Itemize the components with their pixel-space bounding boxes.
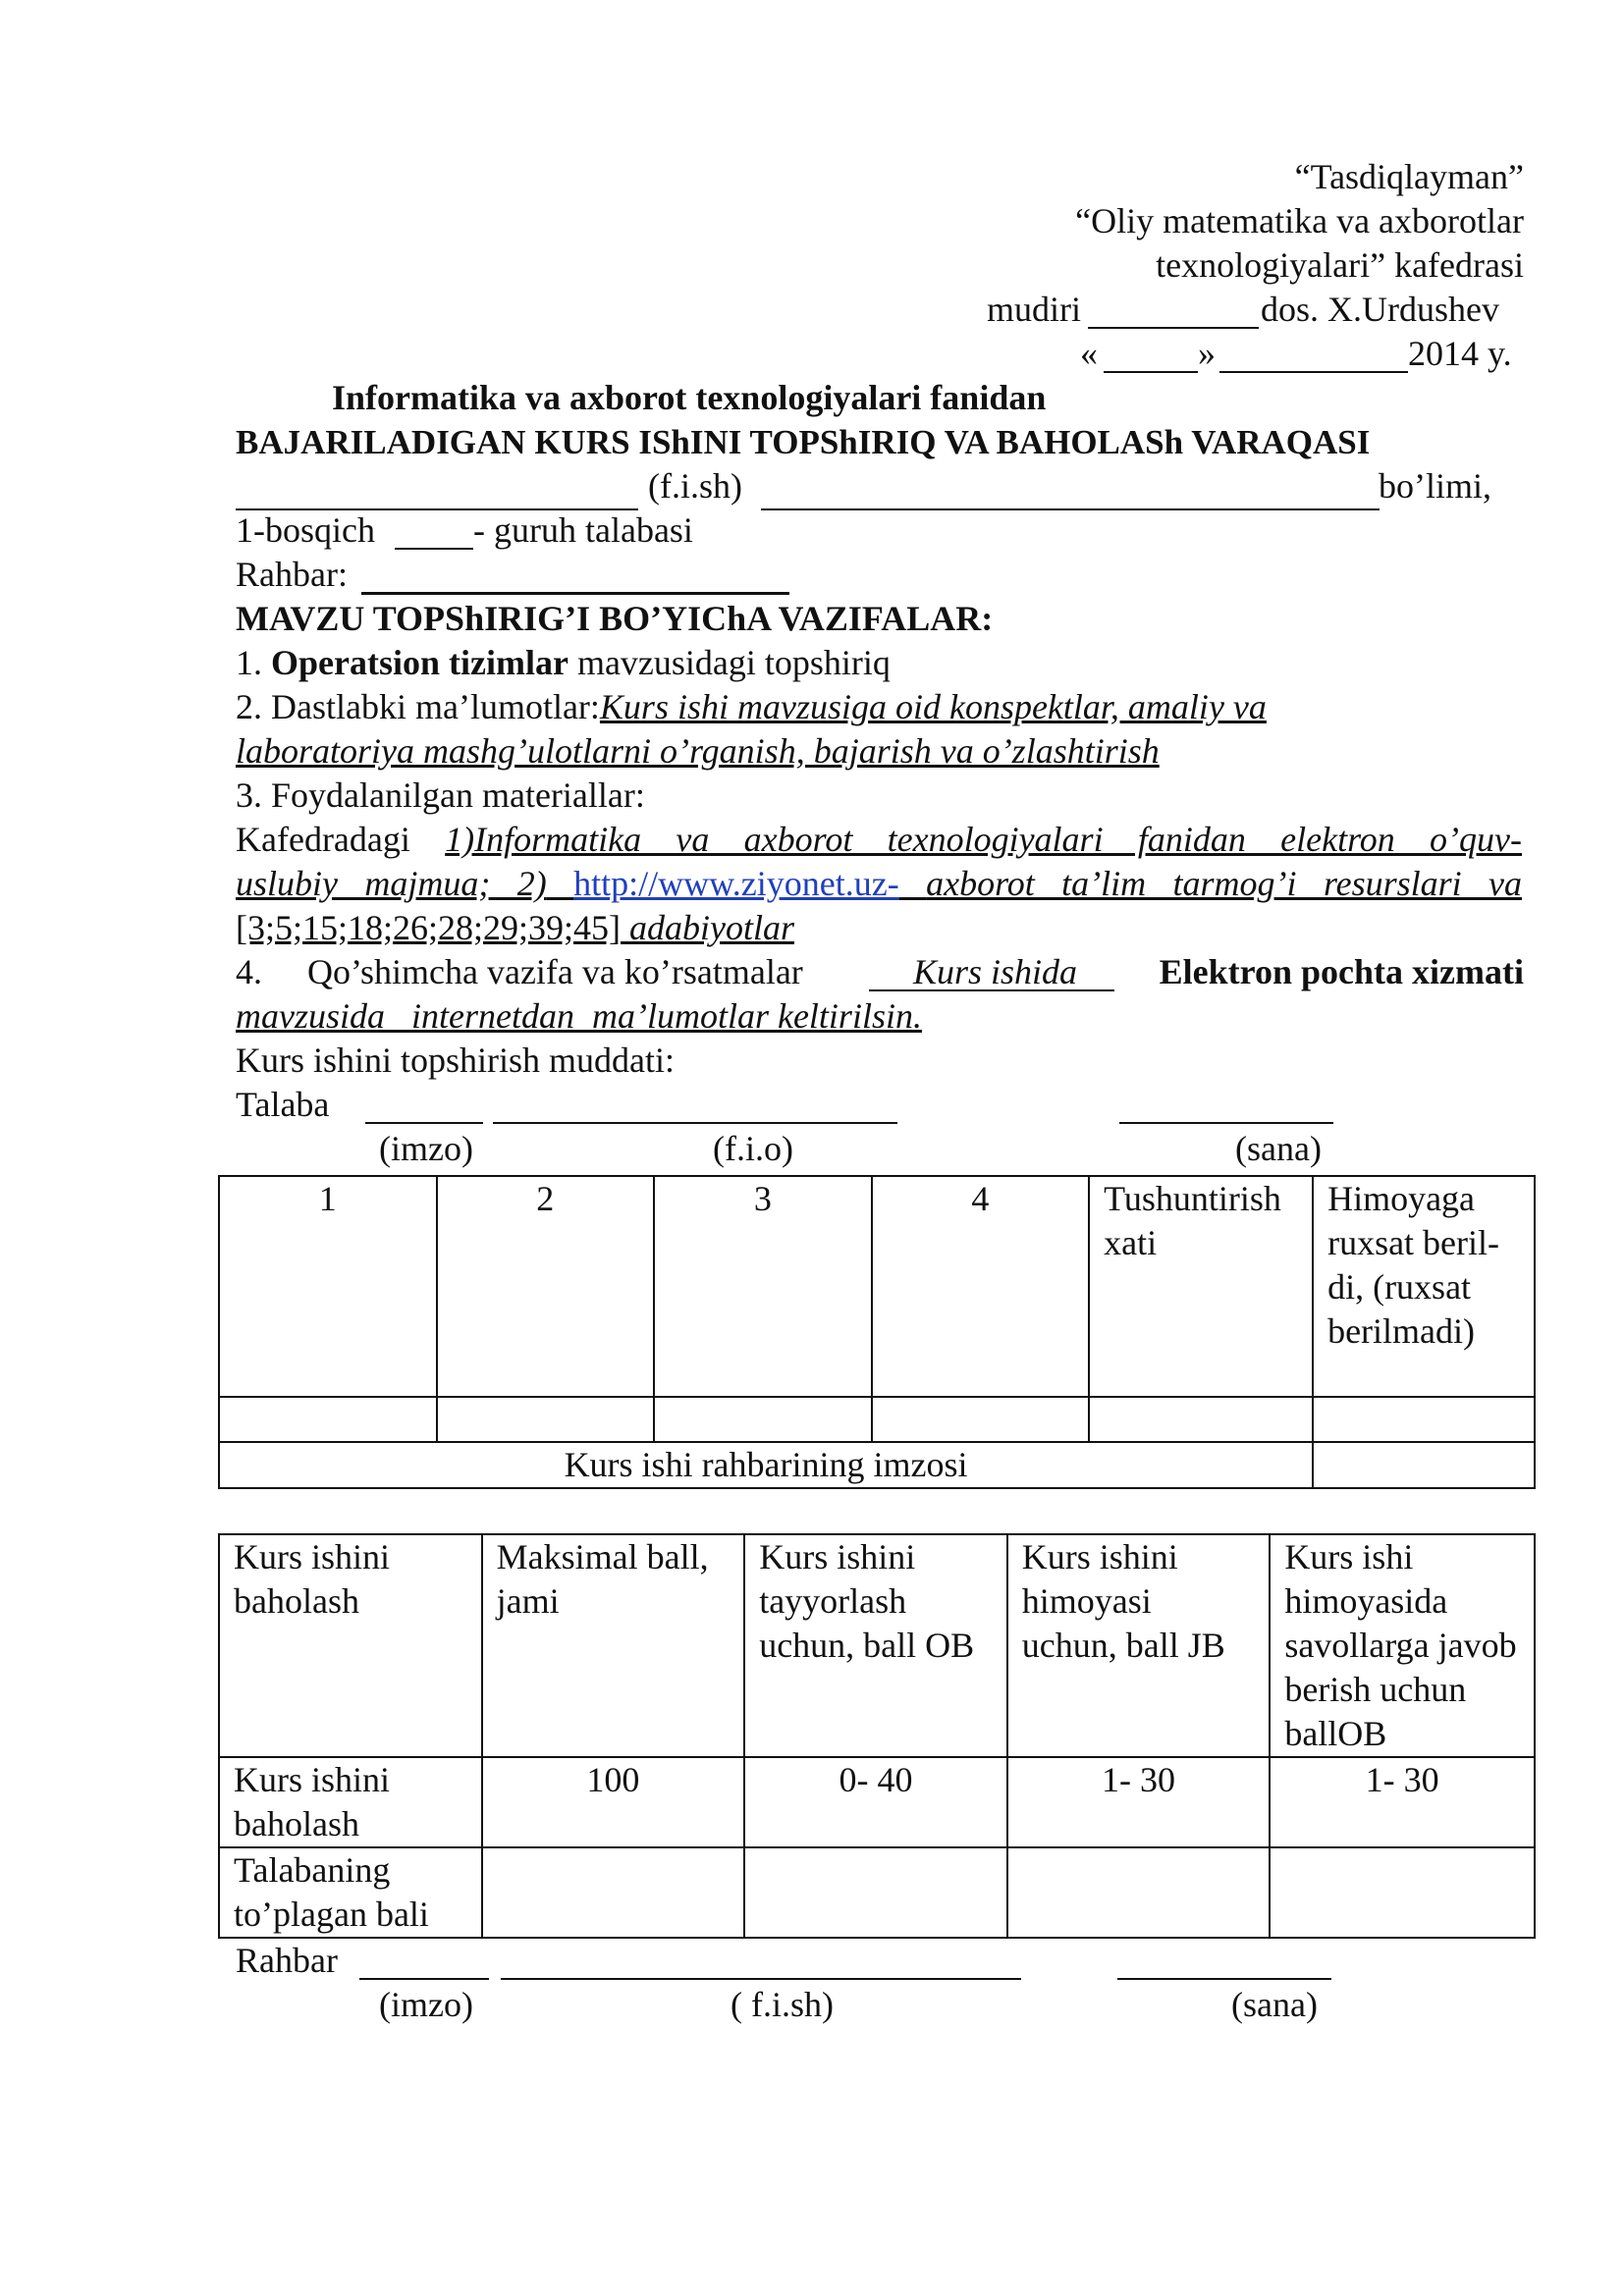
- department-line: [761, 508, 1380, 510]
- task-3-line-a: [236, 818, 1522, 862]
- task-4-label: Qo’shimcha vazifa va ko’rsatmalar: [307, 952, 803, 991]
- task-2-text-a: Kurs ishi mavzusiga oid konspektlar, amaliy va: [599, 687, 1267, 726]
- task-3-label: 3. Foydalanilgan materiallar:: [236, 775, 645, 815]
- approval-date-open: «: [1080, 334, 1098, 373]
- task-1-topic: Operatsion tizimlar: [271, 643, 568, 682]
- grading-score-cell[interactable]: [744, 1847, 1007, 1938]
- approval-head-name: dos. X.Urdushev: [1261, 290, 1499, 329]
- approval-date-close: »: [1198, 334, 1216, 373]
- student-signature-line: [365, 1122, 483, 1124]
- grading-header-row: [219, 1534, 1535, 1757]
- approval-line-1: “Tasdiqlayman”: [1294, 157, 1524, 196]
- task-4-italic: Kurs ishida: [913, 952, 1078, 991]
- task-3-prefix: Kafedradagi: [236, 820, 410, 859]
- task-3-line-b: [236, 862, 1522, 906]
- document-title: BAJARILADIGAN KURS IShINI TOPShIRIQ VA BAHOLASh VARAQASI: [236, 423, 1371, 461]
- grading-header-max: Maksimal ball, jami: [482, 1534, 745, 1757]
- supervisor-line: [361, 592, 789, 595]
- progress-signature-row: [219, 1442, 1535, 1488]
- tasks-header: MAVZU TOPShIRIG’I BO’YIChA VAZIFALAR:: [236, 599, 994, 638]
- student-fio-caption: (f.i.o): [713, 1129, 793, 1168]
- approval-head-label: mudiri: [987, 290, 1081, 329]
- approval-day-line: [1104, 371, 1198, 373]
- group-line: [395, 548, 473, 550]
- task-1-number: 1.: [236, 643, 262, 682]
- supervisor-date-caption: (sana): [1231, 1985, 1318, 2024]
- deadline-label: Kurs ishini topshirish muddati:: [236, 1041, 676, 1080]
- grading-header-preparation: Kurs ishini tayyorlash uchun, ball OB: [744, 1534, 1007, 1757]
- progress-col-explanatory-note: Tushuntirish xati: [1089, 1176, 1313, 1397]
- progress-col-2: 2: [437, 1176, 655, 1397]
- subject-heading: Informatika va axborot texnologiyalari fanidan: [332, 378, 1047, 417]
- grading-range-preparation: 0- 40: [744, 1757, 1007, 1847]
- approval-line-3: texnologiyalari” kafedrasi: [1156, 245, 1524, 285]
- task-3-line-c: [236, 906, 794, 950]
- student-date-caption: (sana): [1235, 1129, 1322, 1168]
- task-3-refs: [3;5;15;18;26;28;29;39;45]: [236, 908, 621, 947]
- task-1: [236, 641, 891, 685]
- supervisor-label: Rahbar:: [236, 555, 348, 594]
- progress-table: [218, 1175, 1536, 1489]
- grading-score-cell[interactable]: [482, 1847, 745, 1938]
- approval-signature-line: [1088, 327, 1259, 329]
- progress-entry-row: [219, 1397, 1535, 1442]
- task-1-text: mavzusidagi topshiriq: [576, 643, 891, 682]
- supervisor-signature-cell[interactable]: [1313, 1442, 1535, 1488]
- progress-cell[interactable]: [1089, 1397, 1313, 1442]
- task-3-text-b-post: axborot ta’lim tarmog’i resurslari va: [926, 864, 1522, 903]
- grading-max-total: 100: [482, 1757, 745, 1847]
- grading-score-label: Talabaning to’plagan bali: [219, 1847, 482, 1938]
- supervisor-fish-caption: ( f.i.sh): [731, 1985, 834, 2024]
- progress-cell[interactable]: [437, 1397, 655, 1442]
- supervisor-imzo-caption: (imzo): [379, 1985, 473, 2024]
- task-3-text-b-pre: uslubiy majmua; 2): [236, 864, 547, 903]
- task-3-refs-label: adabiyotlar: [629, 908, 794, 947]
- grading-range-answers: 1- 30: [1270, 1757, 1535, 1847]
- grading-max-row: [219, 1757, 1535, 1847]
- department-label: bo’limi,: [1379, 466, 1491, 506]
- task-4-number: 4.: [236, 952, 262, 991]
- grading-score-cell[interactable]: [1007, 1847, 1271, 1938]
- supervisor-fish-line: [501, 1978, 1021, 1980]
- task-4-topic: Elektron pochta xizmati: [1159, 952, 1524, 991]
- progress-col-4: 4: [872, 1176, 1090, 1397]
- grading-header-assessment: Kurs ishini baholash: [219, 1534, 482, 1757]
- supervisor-date-line: [1117, 1978, 1331, 1980]
- student-date-line: [1119, 1122, 1333, 1124]
- student-fio-line: [493, 1122, 897, 1124]
- supervisor-signature-caption: Kurs ishi rahbarining imzosi: [219, 1442, 1313, 1488]
- grading-header-answers: Kurs ishi himoyasida savollarga javob berish uchun ballOB: [1270, 1534, 1535, 1757]
- student-imzo-caption: (imzo): [379, 1129, 473, 1168]
- task-4-text-b: mavzusida internetdan ma’lumotlar keltirilsin.: [236, 996, 922, 1036]
- supervisor-sign-label: Rahbar: [236, 1941, 338, 1980]
- approval-month-line: [1219, 371, 1408, 373]
- progress-col-3: 3: [654, 1176, 872, 1397]
- task-2-text-b: laboratoriya mashg’ulotlarni o’rganish, bajarish va o’zlashtirish: [236, 731, 1160, 771]
- progress-cell[interactable]: [1313, 1397, 1535, 1442]
- progress-col-1: 1: [219, 1176, 437, 1397]
- grading-range-defense: 1- 30: [1007, 1757, 1271, 1847]
- grading-row-label: Kurs ishini baholash: [219, 1757, 482, 1847]
- task-2: [236, 685, 1267, 729]
- course-label: 1-bosqich: [236, 510, 375, 550]
- grading-table: [218, 1533, 1536, 1939]
- progress-col-defense-permission: Himoyaga ruxsat berildi, (ruxsat berilmadi): [1313, 1176, 1535, 1397]
- progress-cell[interactable]: [219, 1397, 437, 1442]
- approval-year: 2014 y.: [1408, 334, 1512, 373]
- progress-cell[interactable]: [654, 1397, 872, 1442]
- ziyonet-link[interactable]: http://www.ziyonet.uz-: [573, 864, 899, 903]
- fish-caption: (f.i.sh): [648, 466, 742, 506]
- group-label: - guruh talabasi: [473, 510, 693, 550]
- task-3-text-a: 1)Informatika va axborot texnologiyalari fanidan elektron o’quv-: [445, 820, 1522, 859]
- grading-score-row: [219, 1847, 1535, 1938]
- grading-score-cell[interactable]: [1270, 1847, 1535, 1938]
- progress-header-row: [219, 1176, 1535, 1397]
- student-sign-label: Talaba: [236, 1085, 330, 1124]
- progress-cell[interactable]: [872, 1397, 1090, 1442]
- supervisor-signature-line: [359, 1978, 489, 1980]
- grading-header-defense: Kurs ishini himoyasi uchun, ball JB: [1007, 1534, 1271, 1757]
- approval-line-2: “Oliy matematika va axborotlar: [1075, 201, 1524, 240]
- task-2-label: 2. Dastlabki ma’lumotlar:: [236, 687, 600, 726]
